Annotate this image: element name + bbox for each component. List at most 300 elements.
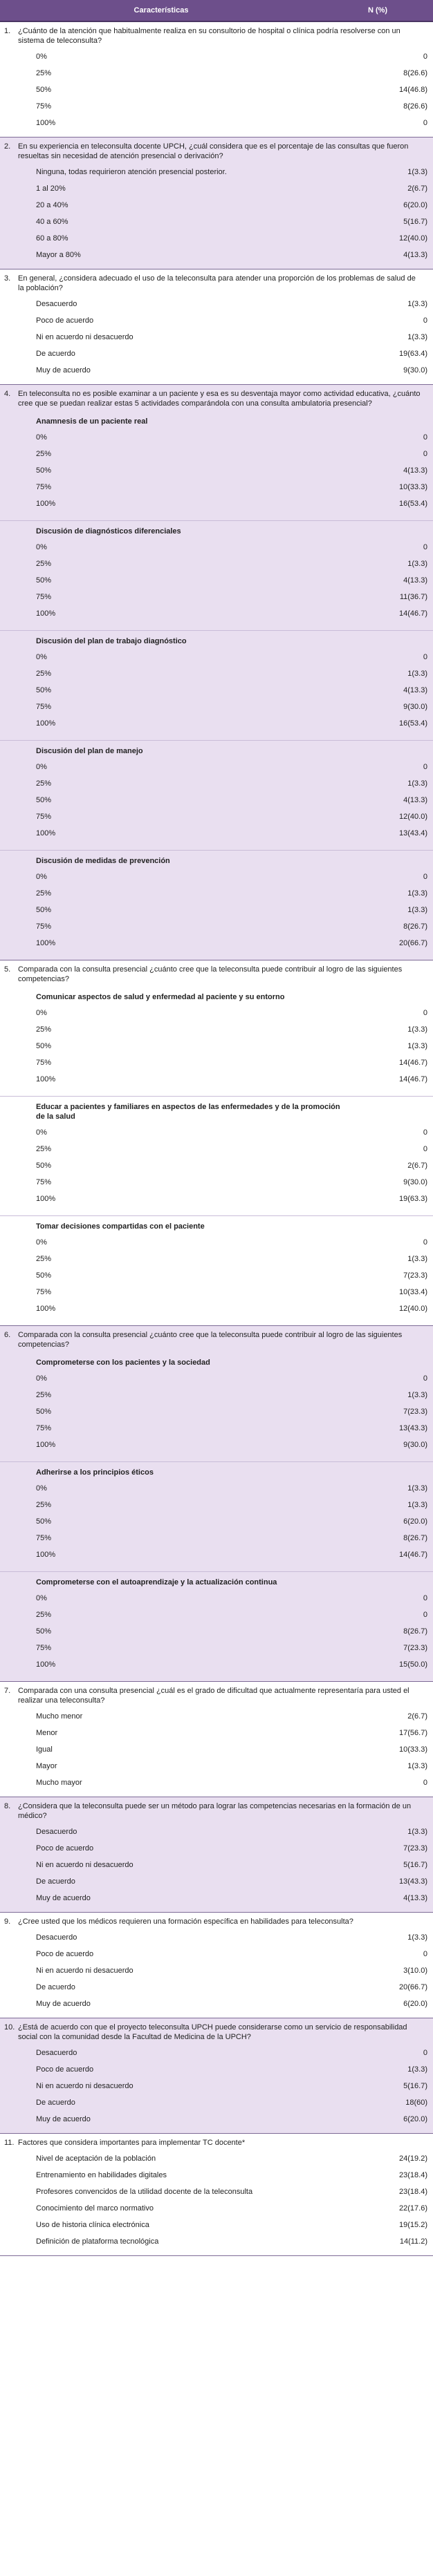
row-label: Mucho mayor (36, 1779, 82, 1787)
row-value: 1(3.3) (407, 1501, 427, 1509)
row-label: 100% (36, 1305, 56, 1313)
table-row (0, 1741, 433, 1758)
question-section (0, 2018, 433, 2134)
row-value: 1(3.3) (407, 2065, 427, 2074)
question-section (0, 138, 433, 269)
table-row (0, 902, 433, 918)
sub-question-title: Discusión del plan de trabajo diagnóstico (36, 637, 187, 645)
row-label: 100% (36, 1195, 56, 1203)
row-label: 25% (36, 670, 52, 678)
table-row (0, 2061, 433, 2078)
table-row (0, 1590, 433, 1607)
row-value: 6(20.0) (403, 2000, 427, 2008)
question-number: 2. (4, 142, 11, 151)
table-row (0, 2094, 433, 2111)
row-value: 1(3.3) (407, 1828, 427, 1836)
row-value: 1(3.3) (407, 1042, 427, 1050)
row-value: 0 (423, 1611, 427, 1619)
row-label: 25% (36, 1025, 52, 1034)
row-value: 22(17.6) (399, 2204, 427, 2213)
row-label: 0% (36, 53, 47, 61)
table-row (0, 1497, 433, 1513)
sub-question-title: Comprometerse con el autoaprendizaje y la actualización continua (36, 1578, 277, 1587)
row-label: 50% (36, 576, 52, 585)
row-value: 13(43.3) (399, 1877, 427, 1886)
row-value: 12(40.0) (399, 234, 427, 243)
table-row (0, 825, 433, 842)
row-value: 0 (423, 873, 427, 881)
table-row (0, 1623, 433, 1640)
question-text: ¿Considera que la teleconsulta puede ser un método para lograr las competencias necesarias en la formación de un médico? (18, 1802, 412, 1820)
row-label: 75% (36, 483, 52, 491)
table-row (0, 2233, 433, 2250)
table-row (0, 2167, 433, 2184)
row-label: 25% (36, 779, 52, 788)
row-label: 50% (36, 1162, 52, 1170)
row-value: 4(13.3) (403, 466, 427, 475)
question-text: En su experiencia en teleconsulta docente UPCH, ¿cuál considera que es el porcentaje de las consultas que fueron resueltas sin necesidad de atención presencial o derivación? (18, 142, 409, 160)
table-row (0, 1300, 433, 1317)
row-label: 0% (36, 1484, 47, 1493)
row-label: Muy de acuerdo (36, 2115, 91, 2123)
table-row (0, 572, 433, 589)
sub-question-title: Educar a pacientes y familiares en aspectos de las enfermedades y de la promoción de la salud (36, 1103, 340, 1121)
table-row (0, 1005, 433, 1021)
row-value: 10(33.4) (399, 1288, 427, 1296)
row-label: 75% (36, 1534, 52, 1542)
row-value: 20(66.7) (399, 1983, 427, 1991)
row-label: 0% (36, 763, 47, 771)
row-label: 25% (36, 1611, 52, 1619)
row-value: 19(63.4) (399, 350, 427, 358)
row-value: 1(3.3) (407, 1484, 427, 1493)
row-label: Poco de acuerdo (36, 316, 94, 325)
question (0, 26, 433, 48)
table-row (0, 312, 433, 329)
sub-question (0, 1096, 433, 1210)
row-label: 100% (36, 1075, 56, 1083)
table-row (0, 2200, 433, 2217)
row-label: 40 a 60% (36, 218, 68, 226)
row-label: Nivel de aceptación de la población (36, 2154, 156, 2163)
row-value: 0 (423, 1594, 427, 1602)
table-row (0, 2217, 433, 2233)
table-row (0, 699, 433, 715)
row-value: 8(26.7) (403, 1534, 427, 1542)
row-label: 75% (36, 1059, 52, 1067)
row-value: 0 (423, 1145, 427, 1153)
row-value: 14(46.7) (399, 1551, 427, 1559)
row-value: 6(20.0) (403, 201, 427, 209)
row-label: 50% (36, 1517, 52, 1526)
row-value: 0 (423, 1238, 427, 1247)
table-row (0, 1873, 433, 1890)
row-value: 8(26.7) (403, 922, 427, 931)
table-row (0, 48, 433, 65)
header-characteristics: Características (133, 6, 189, 15)
row-value: 1(3.3) (407, 333, 427, 341)
row-value: 6(20.0) (403, 2115, 427, 2123)
row-label: Conocimiento del marco normativo (36, 2204, 154, 2213)
row-label: Muy de acuerdo (36, 2000, 91, 2008)
question (0, 274, 433, 296)
table-row (0, 362, 433, 379)
sub-question (0, 411, 433, 515)
row-label: 0% (36, 1009, 47, 1017)
row-label: 75% (36, 1178, 52, 1186)
row-label: 100% (36, 1660, 56, 1669)
table-row (0, 1387, 433, 1403)
table-row (0, 1480, 433, 1497)
sub-question-title: Discusión del plan de manejo (36, 747, 143, 755)
row-value: 5(16.7) (403, 218, 427, 226)
row-value: 0 (423, 1950, 427, 1958)
table-row (0, 230, 433, 247)
row-label: 75% (36, 1424, 52, 1432)
table-row (0, 1996, 433, 2012)
row-value: 0 (423, 450, 427, 458)
question-number: 10. (4, 2023, 15, 2032)
row-value: 5(16.7) (403, 1861, 427, 1869)
question-section (0, 2134, 433, 2256)
question-number: 4. (4, 390, 11, 398)
row-label: 50% (36, 466, 52, 475)
sub-question (0, 987, 433, 1090)
row-label: 25% (36, 889, 52, 898)
sub-question-title: Discusión de diagnósticos diferenciales (36, 527, 181, 536)
question (0, 2138, 433, 2150)
row-value: 14(46.8) (399, 86, 427, 94)
row-label: 75% (36, 922, 52, 931)
row-value: 9(30.0) (403, 1178, 427, 1186)
question-text: En teleconsulta no es posible examinar a un paciente y esa es su desventaja mayor como actividad educativa, ¿cuánto cree que se puedan realizar estas 5 actividades comparándola con una consulta ambulatoria presencial? (18, 390, 421, 408)
table-row (0, 885, 433, 902)
row-label: 0% (36, 1238, 47, 1247)
row-label: 75% (36, 1288, 52, 1296)
row-value: 11(36.7) (399, 593, 427, 601)
row-label: 100% (36, 1551, 56, 1559)
question (0, 965, 433, 987)
row-value: 12(40.0) (399, 1305, 427, 1313)
row-value: 8(26.7) (403, 1627, 427, 1636)
row-value: 4(13.3) (403, 796, 427, 804)
row-value: 14(46.7) (399, 1075, 427, 1083)
row-value: 6(20.0) (403, 1517, 427, 1526)
sub-question (0, 740, 433, 844)
table-row (0, 180, 433, 197)
row-value: 14(46.7) (399, 1059, 427, 1067)
row-value: 8(26.6) (403, 69, 427, 77)
table-row (0, 1607, 433, 1623)
row-label: 1 al 20% (36, 184, 66, 193)
row-value: 0 (423, 119, 427, 127)
table-row (0, 1725, 433, 1741)
table-row (0, 1774, 433, 1791)
row-value: 10(33.3) (399, 1745, 427, 1754)
table-row (0, 98, 433, 115)
row-label: De acuerdo (36, 1877, 75, 1886)
question-text: ¿Cuánto de la atención que habitualmente realiza en su consultorio de hospital o clínica podría resolverse con un sistema de teleconsulta? (18, 27, 400, 45)
row-value: 0 (423, 653, 427, 661)
table-row (0, 775, 433, 792)
row-label: Ni en acuerdo ni desacuerdo (36, 333, 133, 341)
table-row (0, 82, 433, 98)
row-label: Entrenamiento en habilidades digitales (36, 2171, 167, 2179)
question-text: ¿Está de acuerdo con que el proyecto teleconsulta UPCH puede considerarse como un servicio de responsabilidad social con la comunidad desde la Facultad de Medicina de la UPCH? (18, 2023, 407, 2041)
table-row (0, 1857, 433, 1873)
row-label: Uso de historia clínica electrónica (36, 2221, 149, 2229)
row-value: 0 (423, 1374, 427, 1383)
row-value: 9(30.0) (403, 366, 427, 375)
table-row (0, 429, 433, 446)
row-value: 1(3.3) (407, 889, 427, 898)
question-section (0, 385, 433, 960)
row-label: 25% (36, 69, 52, 77)
row-value: 14(11.2) (399, 2237, 427, 2246)
row-label: Menor (36, 1729, 58, 1737)
row-label: Desacuerdo (36, 1933, 77, 1942)
row-label: Desacuerdo (36, 2049, 77, 2057)
table-row (0, 539, 433, 556)
table-row (0, 1174, 433, 1191)
table-row (0, 2184, 433, 2200)
row-value: 7(23.3) (403, 1644, 427, 1652)
sub-question (0, 1215, 433, 1320)
table-row (0, 197, 433, 214)
question-number: 11. (4, 2139, 15, 2147)
row-value: 2(6.7) (407, 184, 427, 193)
table-row (0, 1124, 433, 1141)
sub-question (0, 1571, 433, 1676)
row-value: 0 (423, 763, 427, 771)
row-value: 1(3.3) (407, 779, 427, 788)
row-label: 75% (36, 703, 52, 711)
row-value: 1(3.3) (407, 1762, 427, 1770)
row-value: 23(18.4) (399, 2171, 427, 2179)
row-value: 9(30.0) (403, 703, 427, 711)
table-row (0, 605, 433, 622)
row-label: 0% (36, 433, 47, 442)
table-row (0, 247, 433, 263)
table-row (0, 462, 433, 479)
sub-question-title: Discusión de medidas de prevención (36, 857, 170, 865)
table-row (0, 214, 433, 230)
question-section (0, 1797, 433, 1913)
question-text: Factores que considera importantes para implementar TC docente* (18, 2139, 246, 2147)
table-row (0, 1758, 433, 1774)
row-value: 0 (423, 1128, 427, 1137)
row-value: 8(26.6) (403, 102, 427, 111)
row-label: 75% (36, 593, 52, 601)
row-value: 9(30.0) (403, 1441, 427, 1449)
table-row (0, 1234, 433, 1251)
row-label: 100% (36, 829, 56, 837)
row-label: De acuerdo (36, 2099, 75, 2107)
table-row (0, 1420, 433, 1437)
row-value: 1(3.3) (407, 168, 427, 176)
row-value: 16(53.4) (399, 719, 427, 728)
table-row (0, 1513, 433, 1530)
row-value: 12(40.0) (399, 813, 427, 821)
table-row (0, 1962, 433, 1979)
table-row (0, 1656, 433, 1673)
table-row (0, 1437, 433, 1453)
question-section (0, 1326, 433, 1682)
row-value: 18(60) (405, 2099, 427, 2107)
row-label: 50% (36, 1408, 52, 1416)
table-row (0, 918, 433, 935)
row-value: 3(10.0) (403, 1967, 427, 1975)
row-value: 5(16.7) (403, 2082, 427, 2090)
table-row (0, 682, 433, 699)
sub-question-title: Comprometerse con los pacientes y la sociedad (36, 1358, 210, 1367)
sub-question-title: Anamnesis de un paciente real (36, 417, 148, 426)
row-label: 75% (36, 813, 52, 821)
row-label: 50% (36, 86, 52, 94)
row-value: 1(3.3) (407, 906, 427, 914)
question-text: En general, ¿considera adecuado el uso de la teleconsulta para atender una proporción de los problemas de salud de la población? (18, 274, 416, 292)
row-value: 13(43.3) (399, 1424, 427, 1432)
question-text: Comparada con la consulta presencial ¿cuánto cree que la teleconsulta puede contribuir al logro de las siguientes competencias? (18, 1331, 403, 1349)
row-value: 1(3.3) (407, 560, 427, 568)
question-section (0, 269, 433, 385)
question-section (0, 22, 433, 138)
table-row (0, 1824, 433, 1840)
question-number: 9. (4, 1917, 11, 1926)
table-row (0, 446, 433, 462)
row-label: 50% (36, 1627, 52, 1636)
table-row (0, 479, 433, 495)
table-row (0, 1546, 433, 1563)
row-value: 19(15.2) (399, 2221, 427, 2229)
row-label: Ni en acuerdo ni desacuerdo (36, 1861, 133, 1869)
table-row (0, 2111, 433, 2128)
table-row (0, 1038, 433, 1054)
row-label: 75% (36, 1644, 52, 1652)
row-label: 50% (36, 1271, 52, 1280)
row-value: 1(3.3) (407, 670, 427, 678)
row-label: 25% (36, 450, 52, 458)
row-value: 4(13.3) (403, 576, 427, 585)
row-label: Muy de acuerdo (36, 366, 91, 375)
row-value: 0 (423, 433, 427, 442)
row-label: 100% (36, 719, 56, 728)
question (0, 1917, 433, 1929)
table-row (0, 792, 433, 808)
sub-question (0, 1352, 433, 1456)
table-row (0, 1708, 433, 1725)
row-label: 25% (36, 1391, 52, 1399)
row-value: 0 (423, 316, 427, 325)
row-label: 0% (36, 873, 47, 881)
question-text: ¿Cree usted que los médicos requieren una formación específica en habilidades para teleconsulta? (18, 1917, 353, 1926)
row-value: 24(19.2) (399, 2154, 427, 2163)
question-section (0, 1682, 433, 1797)
row-label: Mayor (36, 1762, 57, 1770)
table-row (0, 1251, 433, 1267)
sub-question-title: Tomar decisiones compartidas con el paciente (36, 1222, 205, 1231)
row-label: 50% (36, 796, 52, 804)
question (0, 389, 433, 411)
row-label: Desacuerdo (36, 300, 77, 308)
row-value: 4(13.3) (403, 686, 427, 694)
table-row (0, 164, 433, 180)
table-row (0, 2078, 433, 2094)
row-label: Ni en acuerdo ni desacuerdo (36, 1967, 133, 1975)
row-value: 17(56.7) (399, 1729, 427, 1737)
sub-question-title: Adherirse a los principios éticos (36, 1468, 154, 1477)
table-row (0, 556, 433, 572)
row-label: De acuerdo (36, 1983, 75, 1991)
row-label: 0% (36, 1374, 47, 1383)
table-row (0, 665, 433, 682)
row-label: 25% (36, 1255, 52, 1263)
row-label: 20 a 40% (36, 201, 68, 209)
sub-question (0, 630, 433, 735)
row-value: 10(33.3) (399, 483, 427, 491)
table-row (0, 1054, 433, 1071)
table-row (0, 495, 433, 512)
table-row (0, 1890, 433, 1906)
row-value: 0 (423, 53, 427, 61)
row-value: 2(6.7) (407, 1712, 427, 1721)
table-row (0, 2150, 433, 2167)
row-label: 100% (36, 1441, 56, 1449)
row-value: 23(18.4) (399, 2188, 427, 2196)
row-value: 2(6.7) (407, 1162, 427, 1170)
question-section (0, 960, 433, 1326)
table-row (0, 935, 433, 951)
sub-question (0, 850, 433, 954)
row-value: 0 (423, 1009, 427, 1017)
row-value: 7(23.3) (403, 1844, 427, 1853)
question (0, 2023, 433, 2045)
table-row (0, 2045, 433, 2061)
row-label: Mayor a 80% (36, 251, 81, 259)
row-value: 1(3.3) (407, 1391, 427, 1399)
row-label: 25% (36, 1145, 52, 1153)
row-label: Mucho menor (36, 1712, 83, 1721)
table-body (0, 22, 433, 2256)
row-label: 0% (36, 543, 47, 551)
row-label: Igual (36, 1745, 53, 1754)
row-label: Ninguna, todas requirieron atención presencial posterior. (36, 168, 227, 176)
question (0, 1801, 433, 1824)
table-header (0, 0, 433, 22)
table-row (0, 296, 433, 312)
row-label: Muy de acuerdo (36, 1894, 91, 1902)
table-row (0, 649, 433, 665)
row-value: 0 (423, 2049, 427, 2057)
table-row (0, 1946, 433, 1962)
table-row (0, 1191, 433, 1207)
row-label: 0% (36, 653, 47, 661)
question-number: 6. (4, 1331, 11, 1339)
table-row (0, 1370, 433, 1387)
question-section (0, 1913, 433, 2018)
table-row (0, 1071, 433, 1088)
table-row (0, 1979, 433, 1996)
question-text: Comparada con una consulta presencial ¿cuál es el grado de dificultad que actualmente representaría para usted el realizar una teleconsulta? (18, 1687, 409, 1705)
row-label: 0% (36, 1594, 47, 1602)
row-label: De acuerdo (36, 350, 75, 358)
row-label: 25% (36, 1501, 52, 1509)
sub-question (0, 520, 433, 625)
row-value: 16(53.4) (399, 500, 427, 508)
row-value: 4(13.3) (403, 1894, 427, 1902)
table-row (0, 715, 433, 732)
table-row (0, 589, 433, 605)
